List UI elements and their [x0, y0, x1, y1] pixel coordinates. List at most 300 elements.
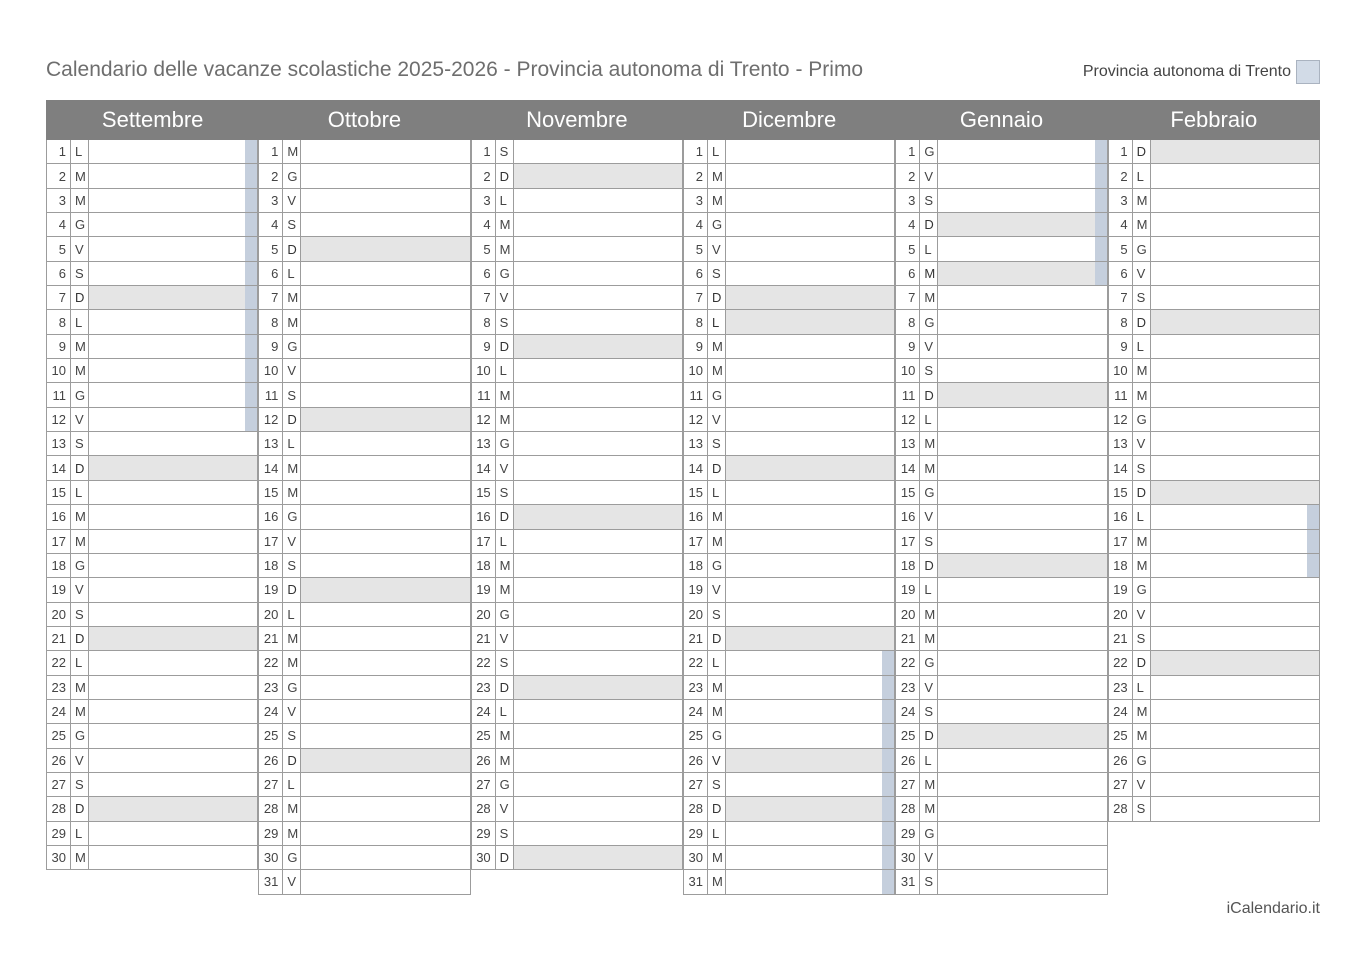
- day-weekday-letter: M: [496, 383, 514, 406]
- day-row: [258, 140, 470, 164]
- day-weekday-letter: M: [71, 846, 89, 869]
- day-note-cell: [726, 432, 894, 455]
- day-note-cell: [301, 676, 469, 699]
- day-number: 22: [896, 651, 920, 674]
- day-weekday-letter: M: [283, 797, 301, 820]
- day-number: 25: [259, 724, 283, 747]
- holiday-marker: [1095, 164, 1107, 187]
- day-row: [683, 164, 895, 188]
- day-row: [258, 189, 470, 213]
- day-number: 23: [1109, 676, 1133, 699]
- day-weekday-letter: G: [708, 554, 726, 577]
- day-weekday-letter: D: [1133, 481, 1151, 504]
- day-row: [258, 724, 470, 748]
- day-note-cell: [514, 578, 682, 601]
- day-number: 24: [47, 700, 71, 723]
- day-weekday-letter: L: [496, 700, 514, 723]
- day-note-cell: [726, 189, 894, 212]
- day-number: 18: [47, 554, 71, 577]
- day-row: [683, 383, 895, 407]
- day-number: 12: [472, 408, 496, 431]
- day-row: [471, 213, 683, 237]
- month-column-ottobre: [258, 100, 470, 895]
- day-weekday-letter: D: [1133, 310, 1151, 333]
- day-weekday-letter: S: [496, 651, 514, 674]
- day-weekday-letter: G: [71, 554, 89, 577]
- day-number: 17: [472, 530, 496, 553]
- day-number: 18: [259, 554, 283, 577]
- day-number: 1: [472, 140, 496, 163]
- day-weekday-letter: V: [920, 335, 938, 358]
- day-weekday-letter: G: [71, 213, 89, 236]
- day-number: 23: [472, 676, 496, 699]
- day-note-cell: [89, 383, 257, 406]
- day-weekday-letter: S: [920, 700, 938, 723]
- day-row: [46, 846, 258, 870]
- day-row: [46, 213, 258, 237]
- day-note-cell: [726, 870, 894, 893]
- holiday-marker: [245, 140, 257, 163]
- day-number: 10: [684, 359, 708, 382]
- day-weekday-letter: G: [1133, 749, 1151, 772]
- day-row: [1108, 554, 1320, 578]
- day-row: [1108, 213, 1320, 237]
- day-number: 13: [1109, 432, 1133, 455]
- day-note-cell: [1151, 189, 1319, 212]
- day-row: [683, 822, 895, 846]
- month-header: Settembre: [46, 100, 258, 140]
- day-row: [258, 530, 470, 554]
- holiday-marker: [1095, 262, 1107, 285]
- day-row: [683, 432, 895, 456]
- day-note-cell: [938, 213, 1106, 236]
- day-number: 28: [1109, 797, 1133, 820]
- day-weekday-letter: G: [920, 481, 938, 504]
- day-number: 11: [896, 383, 920, 406]
- day-note-cell: [301, 310, 469, 333]
- day-note-cell: [89, 140, 257, 163]
- day-weekday-letter: S: [708, 603, 726, 626]
- day-row: [46, 164, 258, 188]
- day-weekday-letter: M: [71, 505, 89, 528]
- day-number: 11: [1109, 383, 1133, 406]
- holiday-marker: [882, 846, 894, 869]
- holiday-marker: [245, 310, 257, 333]
- day-number: 9: [472, 335, 496, 358]
- day-row: [895, 335, 1107, 359]
- day-row: [471, 651, 683, 675]
- day-row: [683, 237, 895, 261]
- day-weekday-letter: L: [71, 651, 89, 674]
- day-row: [258, 237, 470, 261]
- day-number: 14: [684, 456, 708, 479]
- day-number: 26: [472, 749, 496, 772]
- day-weekday-letter: S: [920, 189, 938, 212]
- day-note-cell: [938, 797, 1106, 820]
- day-weekday-letter: V: [1133, 603, 1151, 626]
- day-number: 8: [896, 310, 920, 333]
- day-row: [683, 262, 895, 286]
- day-weekday-letter: L: [71, 481, 89, 504]
- day-weekday-letter: M: [708, 530, 726, 553]
- day-note-cell: [301, 603, 469, 626]
- day-note-cell: [726, 749, 894, 772]
- day-number: 22: [472, 651, 496, 674]
- day-row: [895, 773, 1107, 797]
- day-number: 5: [47, 237, 71, 260]
- day-weekday-letter: L: [708, 651, 726, 674]
- day-note-cell: [89, 627, 257, 650]
- day-weekday-letter: S: [1133, 286, 1151, 309]
- day-number: 29: [472, 822, 496, 845]
- day-note-cell: [938, 651, 1106, 674]
- day-number: 27: [684, 773, 708, 796]
- day-number: 14: [47, 456, 71, 479]
- day-weekday-letter: L: [1133, 676, 1151, 699]
- day-number: 24: [259, 700, 283, 723]
- day-number: 23: [896, 676, 920, 699]
- day-weekday-letter: M: [71, 676, 89, 699]
- day-number: 29: [47, 822, 71, 845]
- day-weekday-letter: V: [920, 505, 938, 528]
- day-note-cell: [1151, 408, 1319, 431]
- day-note-cell: [726, 797, 894, 820]
- day-number: 2: [896, 164, 920, 187]
- day-weekday-letter: M: [920, 262, 938, 285]
- day-row: [895, 189, 1107, 213]
- day-row: [471, 700, 683, 724]
- day-note-cell: [301, 286, 469, 309]
- day-note-cell: [89, 578, 257, 601]
- day-note-cell: [1151, 530, 1319, 553]
- day-number: 6: [684, 262, 708, 285]
- holiday-marker: [1095, 237, 1107, 260]
- day-note-cell: [514, 773, 682, 796]
- day-weekday-letter: G: [708, 724, 726, 747]
- day-note-cell: [301, 335, 469, 358]
- day-number: 26: [1109, 749, 1133, 772]
- day-weekday-letter: L: [71, 822, 89, 845]
- day-number: 21: [47, 627, 71, 650]
- day-number: 5: [259, 237, 283, 260]
- day-weekday-letter: M: [283, 651, 301, 674]
- day-row: [683, 335, 895, 359]
- day-weekday-letter: D: [920, 383, 938, 406]
- day-number: 17: [1109, 530, 1133, 553]
- day-number: 16: [259, 505, 283, 528]
- holiday-marker: [882, 749, 894, 772]
- day-row: [46, 700, 258, 724]
- day-row: [471, 530, 683, 554]
- day-row: [258, 359, 470, 383]
- day-weekday-letter: L: [283, 773, 301, 796]
- day-note-cell: [301, 627, 469, 650]
- day-weekday-letter: S: [920, 870, 938, 893]
- day-weekday-letter: G: [708, 213, 726, 236]
- day-note-cell: [89, 481, 257, 504]
- day-note-cell: [89, 797, 257, 820]
- day-row: [258, 335, 470, 359]
- day-number: 7: [472, 286, 496, 309]
- day-row: [895, 651, 1107, 675]
- day-number: 9: [47, 335, 71, 358]
- day-row: [683, 530, 895, 554]
- day-row: [471, 749, 683, 773]
- day-note-cell: [89, 213, 257, 236]
- day-number: 9: [684, 335, 708, 358]
- holiday-marker: [1095, 189, 1107, 212]
- day-row: [895, 578, 1107, 602]
- day-row: [1108, 773, 1320, 797]
- day-number: 28: [896, 797, 920, 820]
- day-row: [258, 432, 470, 456]
- day-weekday-letter: V: [71, 408, 89, 431]
- day-number: 10: [259, 359, 283, 382]
- day-note-cell: [938, 432, 1106, 455]
- day-note-cell: [301, 578, 469, 601]
- day-row: [258, 310, 470, 334]
- day-weekday-letter: L: [920, 578, 938, 601]
- day-weekday-letter: M: [708, 505, 726, 528]
- day-row: [471, 335, 683, 359]
- day-note-cell: [726, 456, 894, 479]
- day-number: 4: [472, 213, 496, 236]
- day-row: [46, 822, 258, 846]
- day-row: [471, 359, 683, 383]
- day-weekday-letter: S: [708, 262, 726, 285]
- day-weekday-letter: V: [283, 870, 301, 893]
- day-row: [1108, 359, 1320, 383]
- month-header: Gennaio: [895, 100, 1107, 140]
- day-row: [895, 213, 1107, 237]
- day-weekday-letter: S: [283, 213, 301, 236]
- day-weekday-letter: M: [496, 408, 514, 431]
- day-row: [1108, 432, 1320, 456]
- day-row: [683, 189, 895, 213]
- day-weekday-letter: S: [71, 262, 89, 285]
- day-weekday-letter: M: [1133, 554, 1151, 577]
- day-weekday-letter: G: [71, 383, 89, 406]
- day-row: [895, 286, 1107, 310]
- day-note-cell: [938, 286, 1106, 309]
- day-weekday-letter: V: [71, 749, 89, 772]
- day-number: 10: [472, 359, 496, 382]
- day-note-cell: [1151, 603, 1319, 626]
- holiday-marker: [882, 724, 894, 747]
- holiday-marker: [245, 286, 257, 309]
- day-row: [471, 432, 683, 456]
- day-number: 19: [472, 578, 496, 601]
- day-note-cell: [938, 627, 1106, 650]
- day-number: 27: [47, 773, 71, 796]
- day-weekday-letter: G: [920, 140, 938, 163]
- day-weekday-letter: M: [283, 822, 301, 845]
- day-number: 2: [259, 164, 283, 187]
- day-weekday-letter: D: [1133, 140, 1151, 163]
- day-number: 14: [1109, 456, 1133, 479]
- day-row: [683, 627, 895, 651]
- day-number: 8: [47, 310, 71, 333]
- day-row: [258, 164, 470, 188]
- day-row: [683, 749, 895, 773]
- day-weekday-letter: D: [708, 456, 726, 479]
- day-note-cell: [726, 676, 894, 699]
- day-number: 5: [684, 237, 708, 260]
- day-note-cell: [514, 456, 682, 479]
- day-number: 1: [896, 140, 920, 163]
- day-note-cell: [514, 359, 682, 382]
- day-note-cell: [1151, 773, 1319, 796]
- day-note-cell: [1151, 578, 1319, 601]
- day-weekday-letter: D: [920, 213, 938, 236]
- day-row: [895, 797, 1107, 821]
- holiday-marker: [1307, 505, 1319, 528]
- day-weekday-letter: V: [496, 286, 514, 309]
- day-row: [471, 140, 683, 164]
- day-weekday-letter: M: [920, 603, 938, 626]
- day-row: [895, 164, 1107, 188]
- day-number: 14: [896, 456, 920, 479]
- day-row: [895, 383, 1107, 407]
- day-weekday-letter: M: [496, 749, 514, 772]
- day-weekday-letter: S: [1133, 456, 1151, 479]
- day-row: [895, 627, 1107, 651]
- day-row: [46, 383, 258, 407]
- day-note-cell: [514, 310, 682, 333]
- day-weekday-letter: M: [920, 627, 938, 650]
- day-row: [471, 408, 683, 432]
- day-number: 24: [472, 700, 496, 723]
- day-number: 23: [684, 676, 708, 699]
- day-number: 12: [896, 408, 920, 431]
- day-row: [895, 432, 1107, 456]
- day-note-cell: [301, 359, 469, 382]
- day-number: 25: [684, 724, 708, 747]
- day-row: [1108, 627, 1320, 651]
- holiday-marker: [245, 189, 257, 212]
- day-note-cell: [726, 505, 894, 528]
- holiday-marker: [245, 408, 257, 431]
- day-number: 13: [259, 432, 283, 455]
- day-weekday-letter: V: [1133, 432, 1151, 455]
- day-row: [1108, 724, 1320, 748]
- legend: [1083, 60, 1320, 84]
- day-row: [258, 286, 470, 310]
- day-weekday-letter: L: [1133, 164, 1151, 187]
- day-row: [1108, 335, 1320, 359]
- day-weekday-letter: S: [496, 822, 514, 845]
- day-weekday-letter: V: [283, 700, 301, 723]
- day-row: [895, 262, 1107, 286]
- day-weekday-letter: M: [496, 724, 514, 747]
- day-row: [683, 870, 895, 894]
- day-weekday-letter: G: [708, 383, 726, 406]
- day-row: [471, 603, 683, 627]
- day-note-cell: [301, 432, 469, 455]
- day-note-cell: [726, 627, 894, 650]
- day-number: 5: [472, 237, 496, 260]
- day-note-cell: [726, 554, 894, 577]
- day-number: 28: [684, 797, 708, 820]
- day-note-cell: [514, 140, 682, 163]
- day-weekday-letter: D: [496, 846, 514, 869]
- day-note-cell: [726, 213, 894, 236]
- day-weekday-letter: L: [71, 310, 89, 333]
- day-number: 21: [684, 627, 708, 650]
- day-note-cell: [514, 335, 682, 358]
- day-number: 8: [259, 310, 283, 333]
- day-note-cell: [89, 310, 257, 333]
- holiday-marker: [882, 651, 894, 674]
- day-row: [895, 505, 1107, 529]
- day-note-cell: [514, 408, 682, 431]
- day-weekday-letter: S: [920, 530, 938, 553]
- day-number: 21: [896, 627, 920, 650]
- day-number: 31: [896, 870, 920, 893]
- day-note-cell: [1151, 651, 1319, 674]
- day-row: [683, 724, 895, 748]
- day-number: 4: [1109, 213, 1133, 236]
- day-weekday-letter: G: [283, 335, 301, 358]
- day-weekday-letter: G: [496, 603, 514, 626]
- holiday-marker: [1095, 140, 1107, 163]
- day-weekday-letter: M: [1133, 700, 1151, 723]
- day-weekday-letter: V: [496, 797, 514, 820]
- day-row: [258, 773, 470, 797]
- day-number: 4: [259, 213, 283, 236]
- day-weekday-letter: M: [496, 237, 514, 260]
- day-weekday-letter: M: [708, 676, 726, 699]
- day-weekday-letter: V: [496, 456, 514, 479]
- day-row: [1108, 164, 1320, 188]
- day-number: 21: [1109, 627, 1133, 650]
- day-weekday-letter: M: [920, 456, 938, 479]
- day-weekday-letter: G: [283, 505, 301, 528]
- month-header: Ottobre: [258, 100, 470, 140]
- day-note-cell: [938, 383, 1106, 406]
- day-note-cell: [938, 481, 1106, 504]
- day-row: [46, 651, 258, 675]
- day-row: [46, 481, 258, 505]
- day-note-cell: [1151, 335, 1319, 358]
- day-number: 5: [896, 237, 920, 260]
- day-weekday-letter: D: [71, 627, 89, 650]
- day-number: 22: [259, 651, 283, 674]
- day-number: 3: [259, 189, 283, 212]
- day-weekday-letter: G: [496, 432, 514, 455]
- day-row: [895, 481, 1107, 505]
- day-number: 16: [472, 505, 496, 528]
- day-note-cell: [938, 578, 1106, 601]
- day-row: [1108, 286, 1320, 310]
- calendar-grid: [46, 100, 1320, 895]
- day-weekday-letter: M: [708, 189, 726, 212]
- day-number: 2: [47, 164, 71, 187]
- day-number: 16: [896, 505, 920, 528]
- day-number: 4: [47, 213, 71, 236]
- holiday-marker: [245, 237, 257, 260]
- day-note-cell: [938, 773, 1106, 796]
- day-number: 9: [896, 335, 920, 358]
- day-weekday-letter: V: [708, 749, 726, 772]
- day-row: [471, 456, 683, 480]
- day-row: [258, 749, 470, 773]
- day-number: 4: [896, 213, 920, 236]
- day-row: [683, 505, 895, 529]
- day-weekday-letter: M: [283, 140, 301, 163]
- day-row: [895, 846, 1107, 870]
- day-number: 29: [684, 822, 708, 845]
